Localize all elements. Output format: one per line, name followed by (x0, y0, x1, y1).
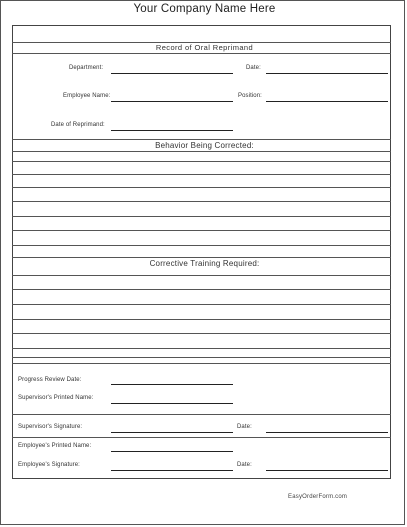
behavior-line[interactable] (12, 216, 391, 217)
date-label: Date: (246, 65, 261, 71)
training-line[interactable] (12, 275, 391, 276)
training-heading: Corrective Training Required: (149, 259, 260, 268)
employee-name-label: Employee Name: (63, 93, 111, 99)
employee-name-field[interactable] (111, 101, 233, 102)
behavior-line[interactable] (12, 245, 391, 246)
progress-review-label: Progress Review Date: (18, 377, 82, 383)
form-title: Record of Oral Reprimand (155, 43, 254, 52)
employee-date-field[interactable] (266, 470, 388, 471)
behavior-line[interactable] (12, 201, 391, 202)
department-label: Department: (69, 65, 104, 71)
supervisor-printed-field[interactable] (111, 403, 233, 404)
employee-signature-field[interactable] (111, 470, 233, 471)
training-line[interactable] (12, 304, 391, 305)
employee-printed-label: Employee's Printed Name: (18, 443, 92, 449)
signature-divider (12, 414, 391, 415)
department-field[interactable] (111, 73, 233, 74)
supervisor-signature-label: Supervisor's Signature: (18, 424, 83, 430)
training-line[interactable] (12, 319, 391, 320)
date-of-reprimand-field[interactable] (111, 130, 233, 131)
employee-signature-label: Employee's Signature: (18, 462, 80, 468)
position-label: Position: (238, 93, 262, 99)
position-field[interactable] (266, 101, 388, 102)
behavior-line[interactable] (12, 187, 391, 188)
training-line[interactable] (12, 289, 391, 290)
employee-printed-field[interactable] (111, 451, 233, 452)
employee-date-label: Date: (237, 462, 252, 468)
behavior-line[interactable] (12, 230, 391, 231)
supervisor-printed-label: Supervisor's Printed Name: (18, 395, 94, 401)
supervisor-date-field[interactable] (266, 432, 388, 433)
behavior-line[interactable] (12, 174, 391, 175)
subtitle-divider (12, 53, 391, 54)
behavior-heading: Behavior Being Corrected: (155, 141, 254, 150)
progress-review-field[interactable] (111, 384, 233, 385)
training-line[interactable] (12, 333, 391, 334)
supervisor-signature-field[interactable] (111, 432, 233, 433)
date-of-reprimand-label: Date of Reprimand: (51, 122, 105, 128)
behavior-line[interactable] (12, 161, 391, 162)
training-line[interactable] (12, 348, 391, 349)
behavior-top-divider (12, 139, 391, 140)
training-line[interactable] (12, 363, 391, 364)
training-top-divider (12, 257, 391, 258)
employee-divider (12, 437, 391, 438)
footer-text: EasyOrderForm.com (288, 494, 348, 500)
date-field[interactable] (266, 73, 388, 74)
company-name: Your Company Name Here (133, 3, 276, 15)
supervisor-date-label: Date: (237, 424, 252, 430)
training-line[interactable] (12, 357, 391, 358)
behavior-line[interactable] (12, 151, 391, 152)
